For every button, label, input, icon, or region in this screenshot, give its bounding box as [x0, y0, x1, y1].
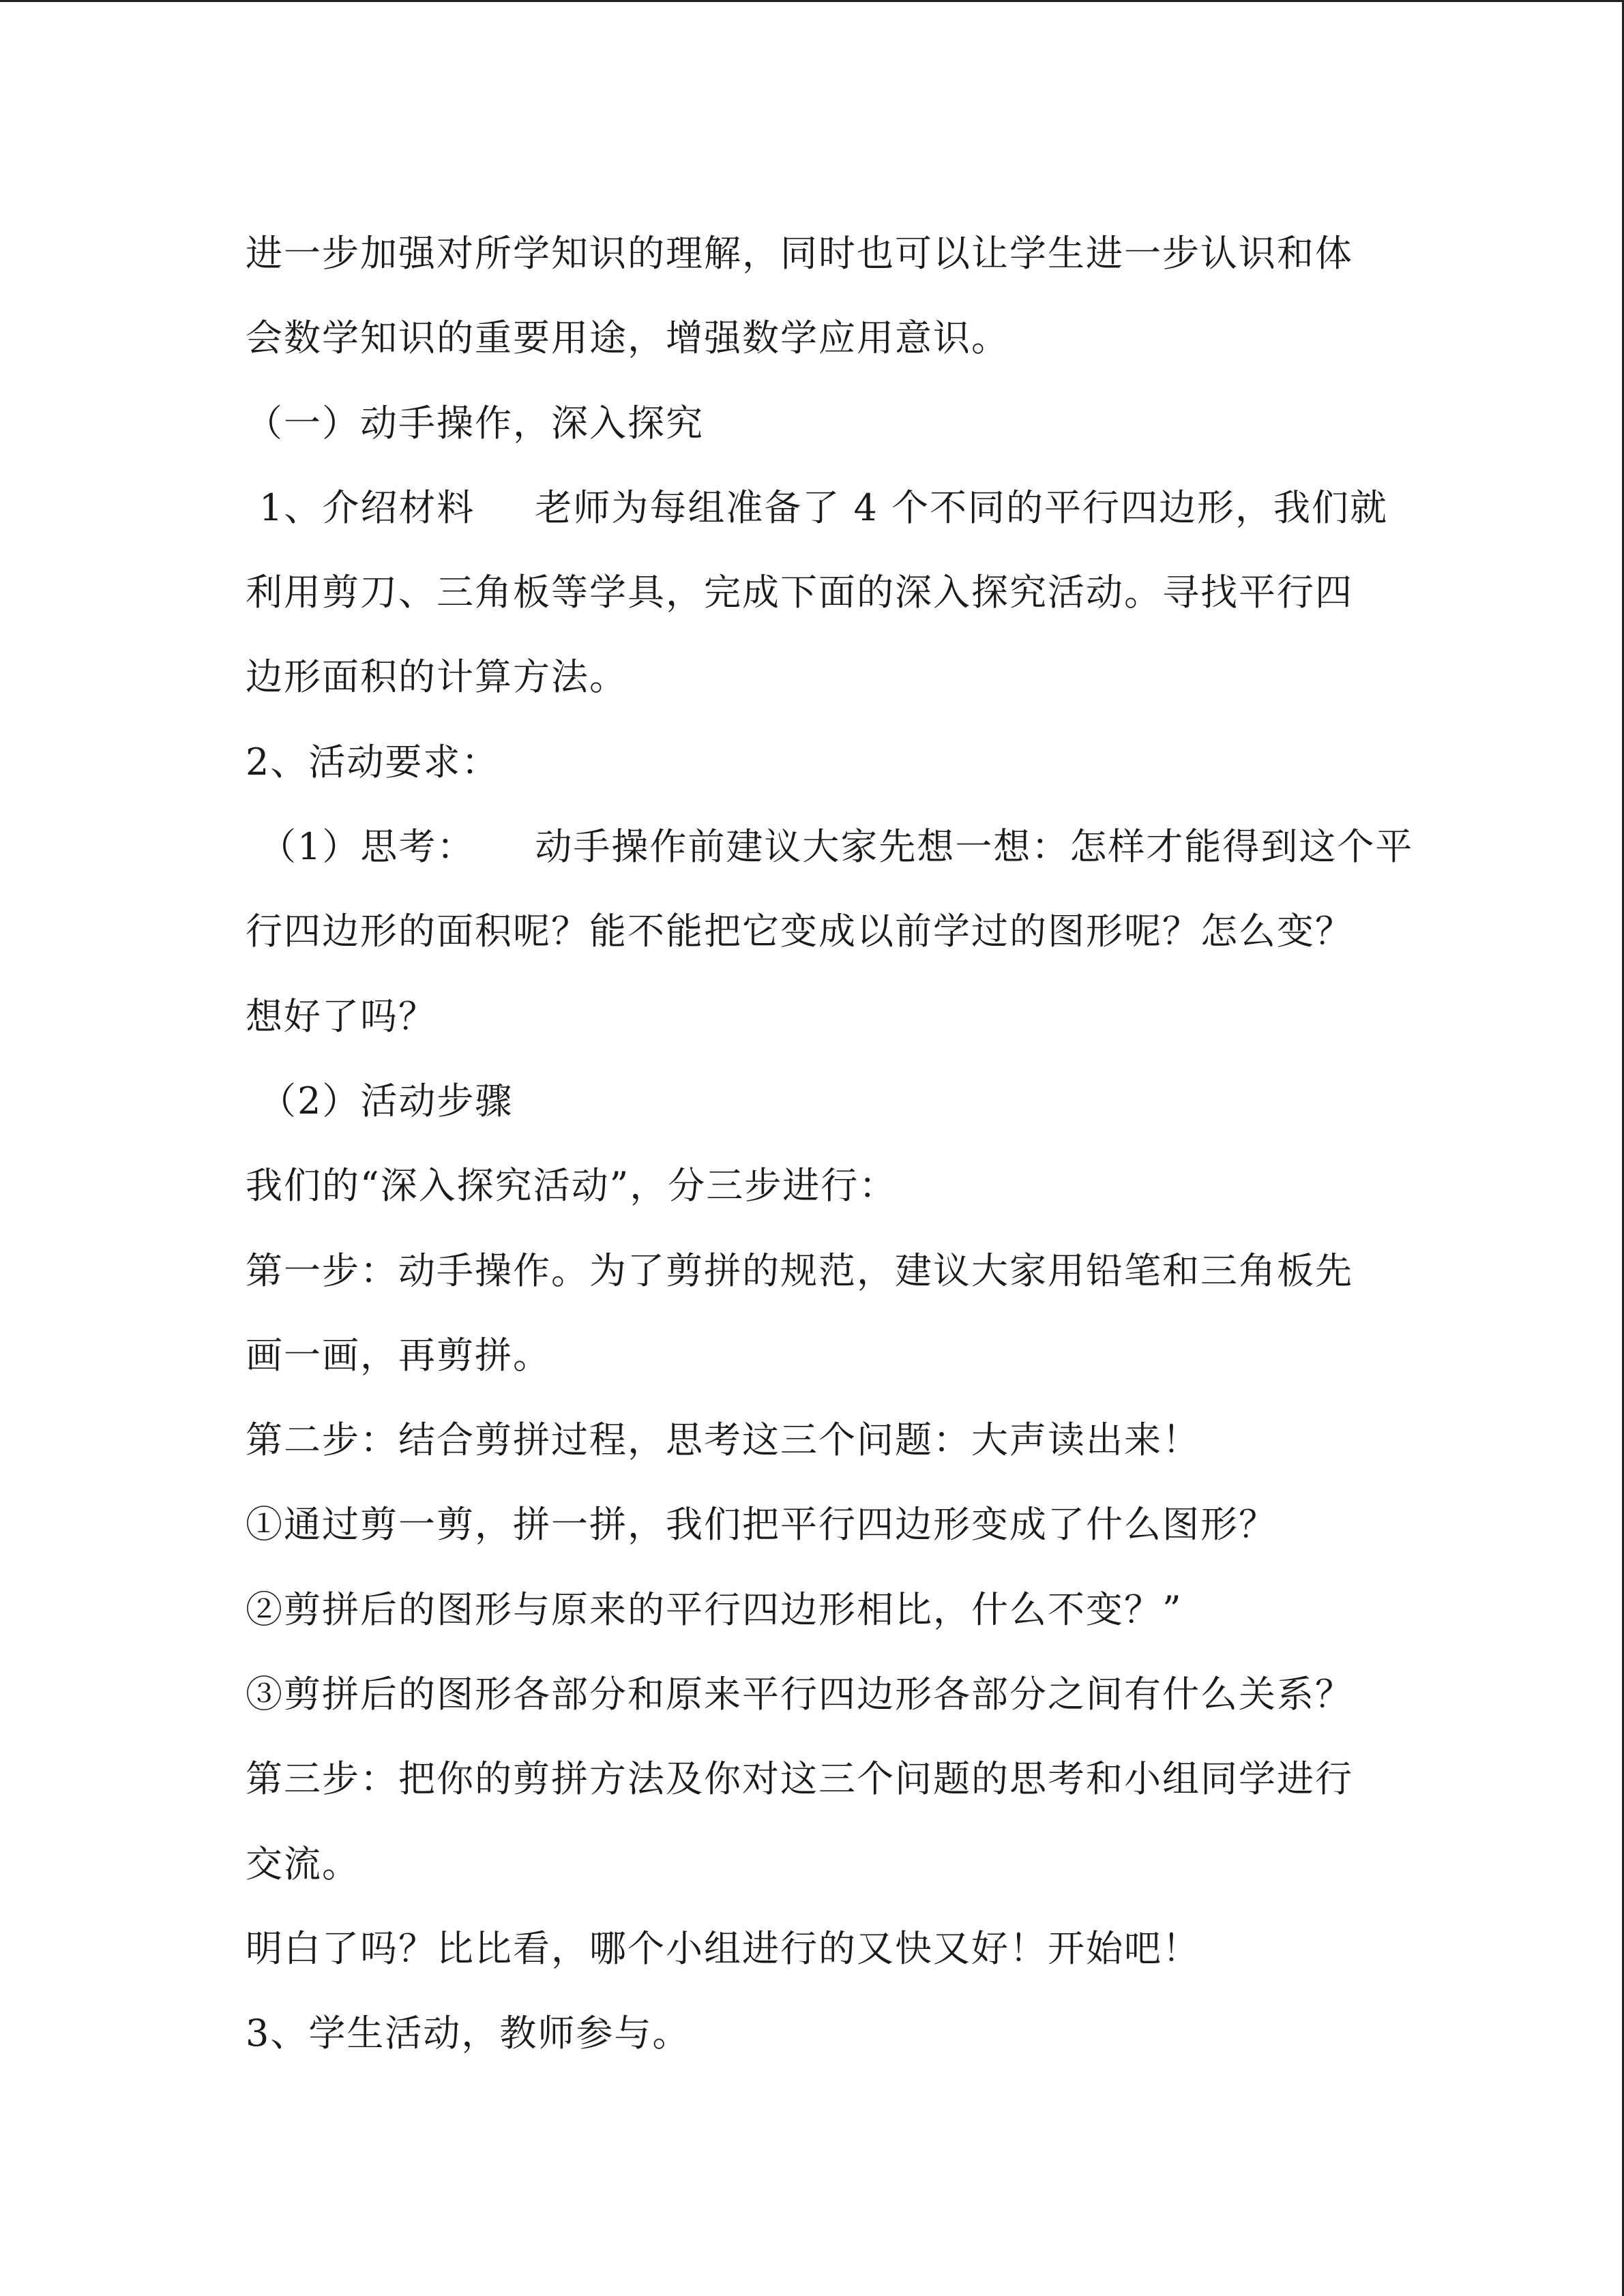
- question-item: ③剪拼后的图形各部分和原来平行四边形各部分之间有什么关系？: [246, 1673, 1353, 1716]
- paragraph-line: 边形面积的计算方法。: [246, 655, 628, 699]
- paragraph-line: 画一画，再剪拼。: [246, 1333, 551, 1377]
- paragraph-line: 进一步加强对所学知识的理解，同时也可以让学生进一步认识和体: [246, 232, 1353, 275]
- paragraph-line: 我们的“深入探究活动”，分三步进行：: [246, 1164, 898, 1208]
- list-item-text: 动手操作前建议大家先想一想：怎样才能得到这个平: [535, 825, 1414, 869]
- section-heading: （一）动手操作，深入探究: [246, 401, 704, 445]
- paragraph-line: 会数学知识的重要用途，增强数学应用意识。: [246, 316, 1009, 360]
- paragraph-line: 明白了吗？比比看，哪个小组进行的又快又好！开始吧！: [246, 1926, 1200, 1970]
- paragraph-line: 交流。: [246, 1842, 360, 1885]
- question-item: ①通过剪一剪，拼一拼，我们把平行四边形变成了什么图形？: [246, 1503, 1277, 1547]
- list-item-text: 老师为每组准备了 4 个不同的平行四边形，我们就: [535, 486, 1389, 529]
- list-item: [246, 805, 1414, 889]
- list-item-label: （1）思考：: [259, 825, 475, 869]
- list-item: 3、学生活动，教师参与。: [246, 2012, 691, 2055]
- paragraph-line: 第三步：把你的剪拼方法及你对这三个问题的思考和小组同学进行: [246, 1757, 1353, 1801]
- paragraph-line: 利用剪刀、三角板等学具，完成下面的深入探究活动。寻找平行四: [246, 571, 1353, 614]
- list-item: 2、活动要求：: [246, 740, 500, 784]
- list-item-label: 1、介绍材料: [259, 486, 475, 529]
- question-item: ②剪拼后的图形与原来的平行四边形相比，什么不变？”: [246, 1587, 1183, 1631]
- subheading: （2）活动步骤: [259, 1079, 514, 1122]
- paragraph-line: 第一步：动手操作。为了剪拼的规范，建议大家用铅笔和三角板先: [246, 1249, 1353, 1292]
- paragraph-line: 行四边形的面积呢？能不能把它变成以前学过的图形呢？怎么变？: [246, 910, 1353, 953]
- page-border-top: [0, 0, 1624, 2]
- list-item: [246, 466, 1391, 550]
- paragraph-line: 想好了吗？: [246, 994, 437, 1038]
- paragraph-line: 第二步：结合剪拼过程，思考这三个问题：大声读出来！: [246, 1418, 1200, 1462]
- document-body: [246, 211, 1414, 2076]
